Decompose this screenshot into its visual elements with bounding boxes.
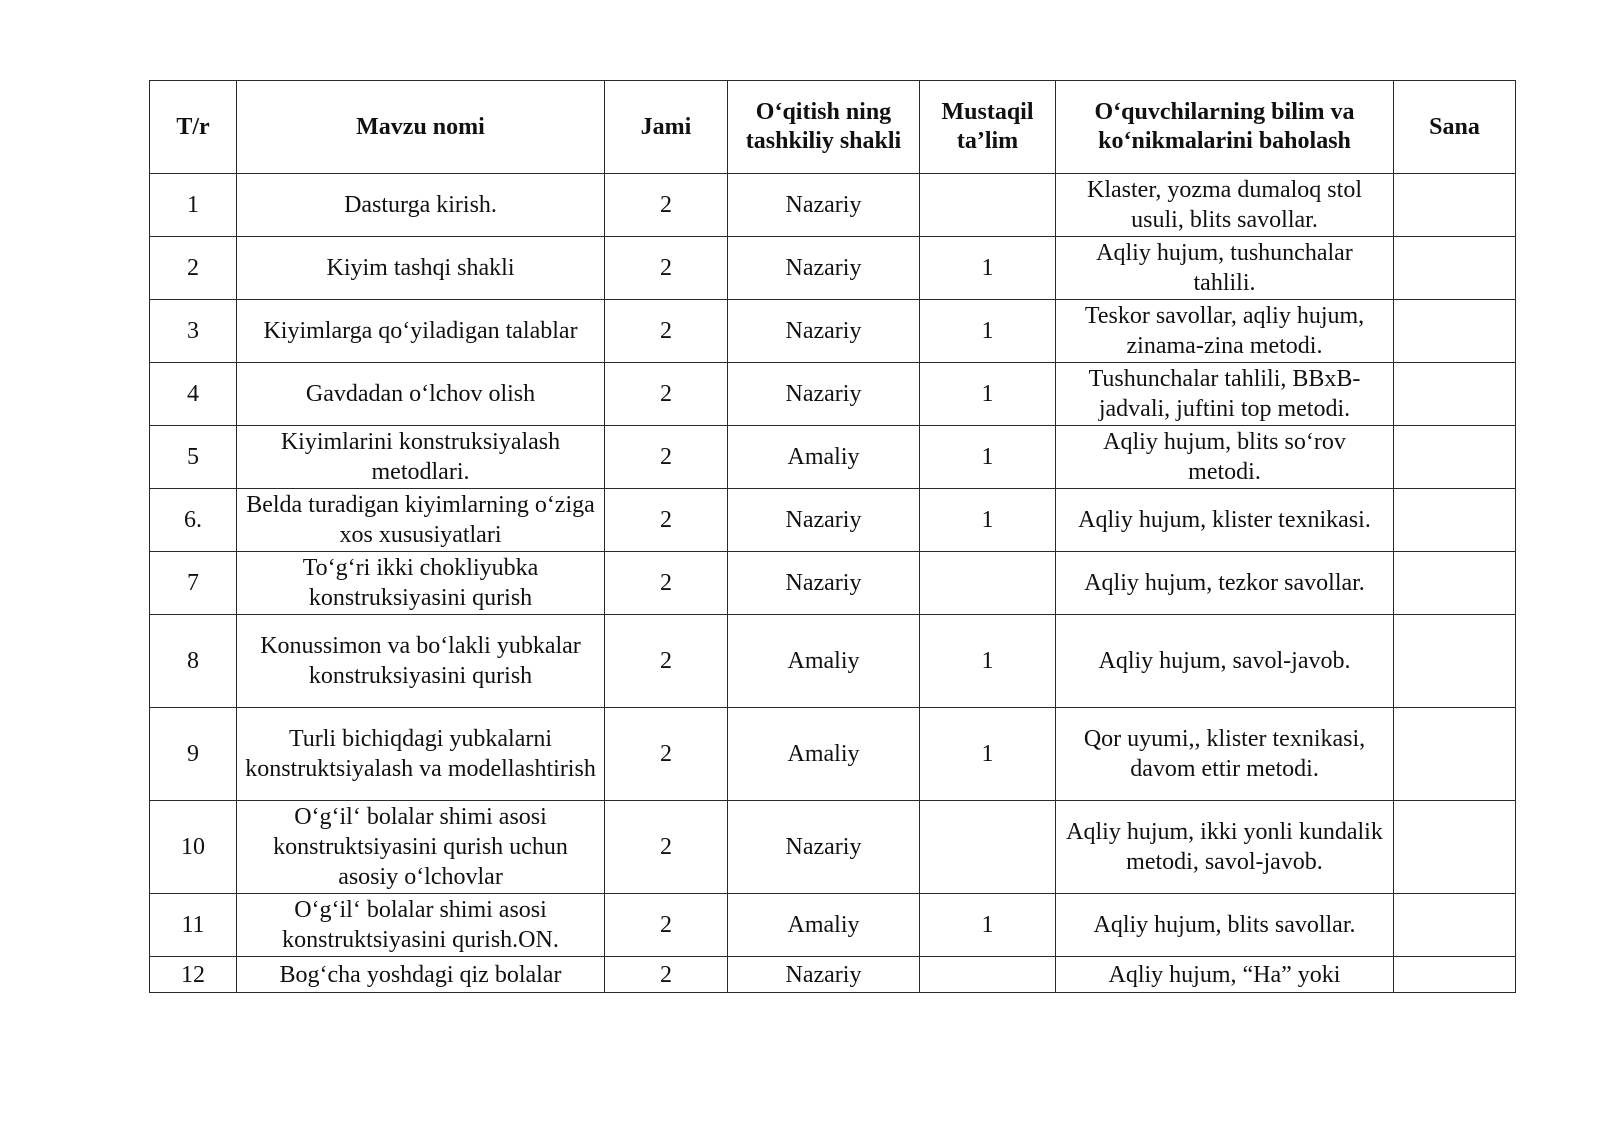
cell-tr: 10 bbox=[150, 801, 237, 894]
cell-assessment: Aqliy hujum, savol-javob. bbox=[1056, 615, 1394, 708]
cell-tr: 7 bbox=[150, 552, 237, 615]
cell-form: Amaliy bbox=[728, 894, 920, 957]
cell-assessment: Teskor savollar, aqliy hujum, zinama-zina metodi. bbox=[1056, 300, 1394, 363]
cell-form: Nazariy bbox=[728, 300, 920, 363]
header-assessment: O‘quvchilarning bilim va ko‘nikmalarini baholash bbox=[1056, 81, 1394, 174]
cell-date bbox=[1394, 237, 1516, 300]
cell-date bbox=[1394, 363, 1516, 426]
cell-topic: O‘g‘il‘ bolalar shimi asosi konstruktsiyasini qurish uchun asosiy o‘lchovlar bbox=[237, 801, 605, 894]
cell-topic: Bog‘cha yoshdagi qiz bolalar bbox=[237, 957, 605, 993]
cell-total: 2 bbox=[605, 237, 728, 300]
cell-total: 2 bbox=[605, 552, 728, 615]
cell-total: 2 bbox=[605, 174, 728, 237]
cell-tr: 6. bbox=[150, 489, 237, 552]
cell-date bbox=[1394, 615, 1516, 708]
cell-total: 2 bbox=[605, 363, 728, 426]
cell-date bbox=[1394, 174, 1516, 237]
table-row bbox=[150, 615, 1516, 708]
cell-form: Nazariy bbox=[728, 489, 920, 552]
cell-date bbox=[1394, 801, 1516, 894]
cell-form: Nazariy bbox=[728, 174, 920, 237]
cell-total: 2 bbox=[605, 957, 728, 993]
cell-form: Nazariy bbox=[728, 801, 920, 894]
table-row bbox=[150, 363, 1516, 426]
cell-form: Nazariy bbox=[728, 237, 920, 300]
header-form: O‘qitish ning tashkiliy shakli bbox=[728, 81, 920, 174]
cell-date bbox=[1394, 300, 1516, 363]
cell-form: Amaliy bbox=[728, 426, 920, 489]
cell-topic: Belda turadigan kiyimlarning o‘ziga xos xususiyatlari bbox=[237, 489, 605, 552]
cell-total: 2 bbox=[605, 894, 728, 957]
cell-date bbox=[1394, 708, 1516, 801]
cell-assessment: Aqliy hujum, klister texnikasi. bbox=[1056, 489, 1394, 552]
cell-tr: 11 bbox=[150, 894, 237, 957]
cell-form: Amaliy bbox=[728, 708, 920, 801]
header-date: Sana bbox=[1394, 81, 1516, 174]
cell-total: 2 bbox=[605, 801, 728, 894]
cell-tr: 4 bbox=[150, 363, 237, 426]
lesson-plan-table bbox=[149, 80, 1516, 993]
cell-independent: 1 bbox=[920, 426, 1056, 489]
header-independent: Mustaqil ta’lim bbox=[920, 81, 1056, 174]
table-row bbox=[150, 237, 1516, 300]
table-row bbox=[150, 489, 1516, 552]
cell-independent bbox=[920, 552, 1056, 615]
cell-topic: To‘g‘ri ikki chokliyubka konstruksiyasini qurish bbox=[237, 552, 605, 615]
table-row bbox=[150, 894, 1516, 957]
cell-total: 2 bbox=[605, 708, 728, 801]
table-row bbox=[150, 552, 1516, 615]
cell-assessment: Aqliy hujum, tushunchalar tahlili. bbox=[1056, 237, 1394, 300]
cell-total: 2 bbox=[605, 426, 728, 489]
cell-assessment: Qor uyumi,, klister texnikasi, davom ettir metodi. bbox=[1056, 708, 1394, 801]
cell-assessment: Aqliy hujum, tezkor savollar. bbox=[1056, 552, 1394, 615]
cell-date bbox=[1394, 894, 1516, 957]
table-row bbox=[150, 174, 1516, 237]
cell-tr: 8 bbox=[150, 615, 237, 708]
cell-topic: O‘g‘il‘ bolalar shimi asosi konstruktsiyasini qurish.ON. bbox=[237, 894, 605, 957]
cell-topic: Kiyim tashqi shakli bbox=[237, 237, 605, 300]
cell-assessment: Aqliy hujum, ikki yonli kundalik metodi, savol-javob. bbox=[1056, 801, 1394, 894]
cell-tr: 1 bbox=[150, 174, 237, 237]
cell-tr: 5 bbox=[150, 426, 237, 489]
cell-independent: 1 bbox=[920, 489, 1056, 552]
cell-total: 2 bbox=[605, 615, 728, 708]
cell-independent: 1 bbox=[920, 237, 1056, 300]
cell-total: 2 bbox=[605, 489, 728, 552]
cell-total: 2 bbox=[605, 300, 728, 363]
cell-topic: Kiyimlarini konstruksiyalash metodlari. bbox=[237, 426, 605, 489]
cell-assessment: Tushunchalar tahlili, BBxB-jadvali, juftini top metodi. bbox=[1056, 363, 1394, 426]
cell-form: Amaliy bbox=[728, 615, 920, 708]
header-tr: T/r bbox=[150, 81, 237, 174]
cell-date bbox=[1394, 957, 1516, 993]
cell-independent: 1 bbox=[920, 300, 1056, 363]
cell-topic: Turli bichiqdagi yubkalarni konstruktsiyalash va modellashtirish bbox=[237, 708, 605, 801]
cell-assessment: Klaster, yozma dumaloq stol usuli, blits savollar. bbox=[1056, 174, 1394, 237]
cell-independent bbox=[920, 957, 1056, 993]
cell-tr: 9 bbox=[150, 708, 237, 801]
table-row bbox=[150, 708, 1516, 801]
cell-assessment: Aqliy hujum, blits savollar. bbox=[1056, 894, 1394, 957]
cell-independent bbox=[920, 174, 1056, 237]
table-row bbox=[150, 957, 1516, 993]
cell-topic: Kiyimlarga qo‘yiladigan talablar bbox=[237, 300, 605, 363]
cell-assessment: Aqliy hujum, blits so‘rov metodi. bbox=[1056, 426, 1394, 489]
cell-form: Nazariy bbox=[728, 552, 920, 615]
cell-assessment: Aqliy hujum, “Ha” yoki bbox=[1056, 957, 1394, 993]
cell-tr: 12 bbox=[150, 957, 237, 993]
cell-independent: 1 bbox=[920, 894, 1056, 957]
cell-independent: 1 bbox=[920, 363, 1056, 426]
cell-tr: 2 bbox=[150, 237, 237, 300]
cell-date bbox=[1394, 552, 1516, 615]
cell-date bbox=[1394, 426, 1516, 489]
table-row bbox=[150, 801, 1516, 894]
cell-topic: Dasturga kirish. bbox=[237, 174, 605, 237]
cell-independent bbox=[920, 801, 1056, 894]
cell-topic: Gavdadan o‘lchov olish bbox=[237, 363, 605, 426]
cell-independent: 1 bbox=[920, 615, 1056, 708]
table-header-row bbox=[150, 81, 1516, 174]
cell-topic: Konussimon va bo‘lakli yubkalar konstruksiyasini qurish bbox=[237, 615, 605, 708]
cell-form: Nazariy bbox=[728, 957, 920, 993]
table-row bbox=[150, 300, 1516, 363]
cell-form: Nazariy bbox=[728, 363, 920, 426]
cell-date bbox=[1394, 489, 1516, 552]
cell-independent: 1 bbox=[920, 708, 1056, 801]
header-total: Jami bbox=[605, 81, 728, 174]
cell-tr: 3 bbox=[150, 300, 237, 363]
table-row bbox=[150, 426, 1516, 489]
header-topic: Mavzu nomi bbox=[237, 81, 605, 174]
